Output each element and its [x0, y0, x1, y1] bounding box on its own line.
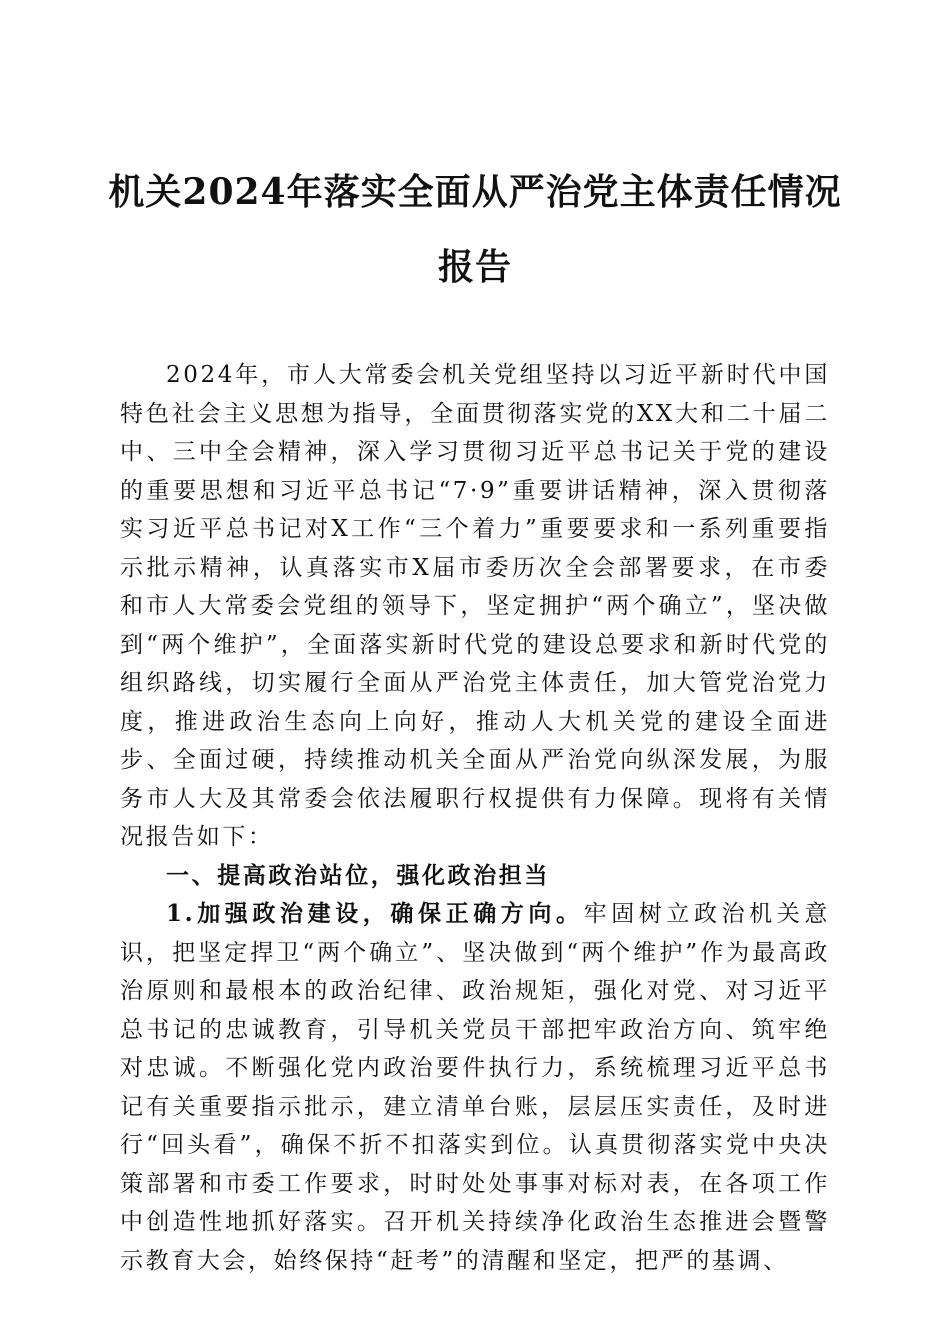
- document-title-line-2: 报告: [437, 246, 512, 288]
- intro-paragraph: 2024年，市人大常委会机关党组坚持以习近平新时代中国特色社会主义思想为指导，全面贯彻落实党的XX大和二十届二中、三中全会精神，深入学习贯彻习近平总书记关于党的建设的重要思想和习近平总书记“7·9”重要讲话精神，深入贯彻落实习近平总书记对X工作“三个着力”重要要求和一系列重要指示批示精神，认真落实市X届市委历次全会部署要求，在市委和市人大常委会党组的领导下，坚定拥护“两个确立”，坚决做到“两个维护”，全面落实新时代党的建设总要求和新时代党的组织路线，切实履行全面从严治党主体责任，加大管党治党力度，推进政治生态向上向好，推动人大机关党的建设全面进步、全面过硬，持续推动机关全面从严治党向纵深发展，为服务市人大及其常委会依法履职行权提供有力保障。现将有关情况报告如下：: [120, 362, 830, 850]
- section-1-heading: 一、提高政治站位，强化政治担当: [166, 861, 550, 889]
- item-1-lead: 1.加强政治建设，确保正确方向。: [166, 900, 584, 927]
- document-body: [120, 356, 830, 1280]
- item-1-body: 牢固树立政治机关意识，把坚定捍卫“两个确立”、坚决做到“两个维护”作为最高政治原则和最根本的政治纪律、政治规矩，强化对党、对习近平总书记的忠诚教育，引导机关党员干部把牢政治方向、筑牢绝对忠诚。不断强化党内政治要件执行力，系统梳理习近平总书记有关重要指示批示，建立清单台账，层层压实责任，及时进行“回头看”，确保不折不扣落实到位。认真贯彻落实党中央决策部署和市委工作要求，时时处处事事对标对表，在各项工作中创造性地抓好落实。召开机关持续净化政治生态推进会暨警示教育大会，始终保持“赶考”的清醒和坚定，把严的基调、: [120, 901, 830, 1274]
- document-title-line-1: 机关2024年落实全面从严治党主体责任情况: [108, 171, 842, 213]
- item-1-paragraph: [120, 895, 830, 1280]
